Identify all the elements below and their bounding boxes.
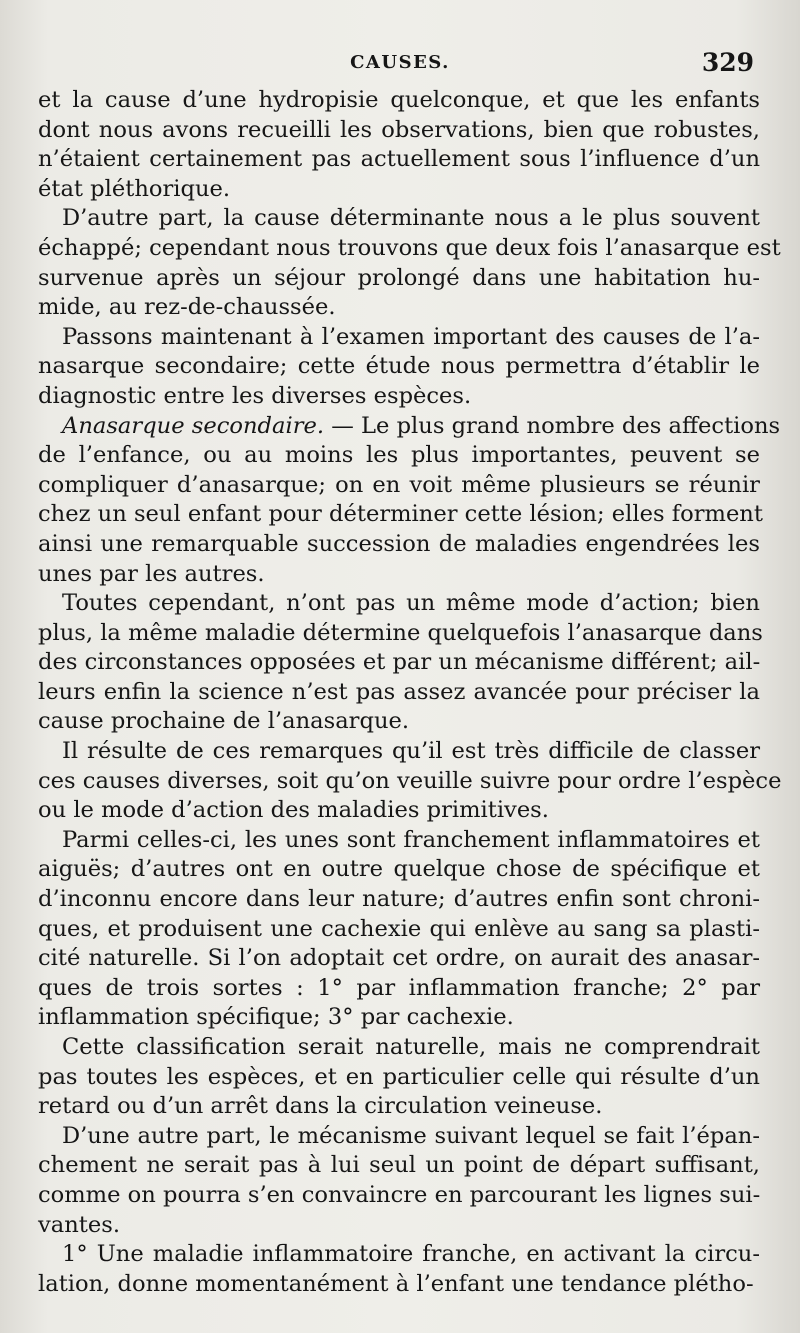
text-line: nasarque secondaire; cette étude nous permettra d’établir le: [38, 353, 760, 380]
text-line: retard ou d’un arrêt dans la circulation veineuse.: [38, 1093, 603, 1120]
text-line: n’étaient certainement pas actuellement sous l’influence d’un: [38, 146, 760, 173]
text-line: lation, donne momentanément à l’enfant une tendance plétho-: [38, 1270, 754, 1297]
text-line: Toutes cependant, n’ont pas un même mode d’action; bien: [62, 590, 760, 617]
page-number: 329: [701, 48, 754, 77]
text-line: D’une autre part, le mécanisme suivant lequel se fait l’épan-: [62, 1122, 760, 1149]
text-line: ainsi une remarquable succession de maladies engendrées les: [38, 530, 760, 557]
text-line: de l’enfance, ou au moins les plus importantes, peuvent se: [38, 442, 760, 469]
paragraph: [38, 1122, 760, 1240]
text-line: [38, 412, 781, 442]
text-line: et la cause d’une hydropisie quelconque, et que les enfants: [38, 87, 760, 113]
text-line: cause prochaine de l’anasarque.: [38, 708, 410, 735]
paragraph: [38, 86, 760, 204]
text-line: cité naturelle. Si l’on adoptait cet ordre, on aurait des anasar-: [38, 945, 760, 972]
running-head: [0, 48, 800, 84]
text-line: dont nous avons recueilli les observations, bien que robustes,: [38, 116, 760, 143]
paragraph: [38, 323, 760, 412]
running-head-title: CAUSES.: [350, 52, 450, 73]
text-line: pas toutes les espèces, et en particulier celle qui résulte d’un: [38, 1063, 760, 1090]
paragraph: [38, 737, 782, 826]
paragraph: [38, 1033, 760, 1122]
text-line: chez un seul enfant pour déterminer cette lésion; elles forment: [38, 501, 763, 528]
paragraph: [38, 1240, 760, 1299]
text-line: plus, la même maladie détermine quelquefois l’anasarque dans: [38, 619, 763, 646]
paragraph: [38, 826, 760, 1033]
paragraph: [38, 412, 781, 590]
text-line: chement ne serait pas à lui seul un point de départ suffisant,: [38, 1152, 760, 1179]
italic-heading: Anasarque secondaire.: [62, 412, 325, 439]
text-line: vantes.: [38, 1211, 121, 1238]
text-line: ques, et produisent une cachexie qui enlève au sang sa plasti-: [38, 915, 760, 942]
text-line: comme on pourra s’en convaincre en parcourant les lignes sui-: [38, 1181, 761, 1208]
paragraph: [38, 204, 781, 322]
paragraph: [38, 589, 763, 737]
line-text: — Le plus grand nombre des affections: [324, 412, 781, 439]
text-line: échappé; cependant nous trouvons que deux fois l’anasarque est: [38, 234, 781, 261]
text-line: survenue après un séjour prolongé dans une habitation hu-: [38, 264, 760, 291]
text-line: Passons maintenant à l’examen important des causes de l’a-: [62, 323, 760, 350]
text-line: mide, au rez-de-chaussée.: [38, 294, 336, 321]
text-line: d’inconnu encore dans leur nature; d’autres enfin sont chroni-: [38, 886, 760, 913]
text-line: ques de trois sortes : 1° par inflammation franche; 2° par: [38, 974, 760, 1001]
text-line: leurs enfin la science n’est pas assez avancée pour préciser la: [38, 678, 760, 705]
text-line: Cette classification serait naturelle, mais ne comprendrait: [62, 1034, 760, 1060]
text-line: aiguës; d’autres ont en outre quelque chose de spécifique et: [38, 856, 760, 883]
text-line: inflammation spécifique; 3° par cachexie.: [38, 1004, 514, 1031]
text-line: état pléthorique.: [38, 175, 231, 202]
text-line: Il résulte de ces remarques qu’il est très difficile de classer: [62, 738, 760, 765]
body-text: [38, 86, 782, 1299]
text-line: diagnostic entre les diverses espèces.: [38, 382, 472, 409]
text-line: ou le mode d’action des maladies primitives.: [38, 797, 549, 824]
text-line: des circonstances opposées et par un mécanisme différent; ail-: [38, 649, 761, 676]
text-line: compliquer d’anasarque; on en voit même plusieurs se réunir: [38, 471, 760, 498]
text-line: Parmi celles-ci, les unes sont franchement inflammatoires et: [62, 826, 760, 853]
text-line: ces causes diverses, soit qu’on veuille suivre pour ordre l’espèce: [38, 767, 782, 794]
text-line: 1° Une maladie inflammatoire franche, en activant la circu-: [62, 1241, 760, 1268]
text-line: unes par les autres.: [38, 560, 265, 587]
text-line: D’autre part, la cause déterminante nous a le plus souvent: [62, 205, 760, 232]
